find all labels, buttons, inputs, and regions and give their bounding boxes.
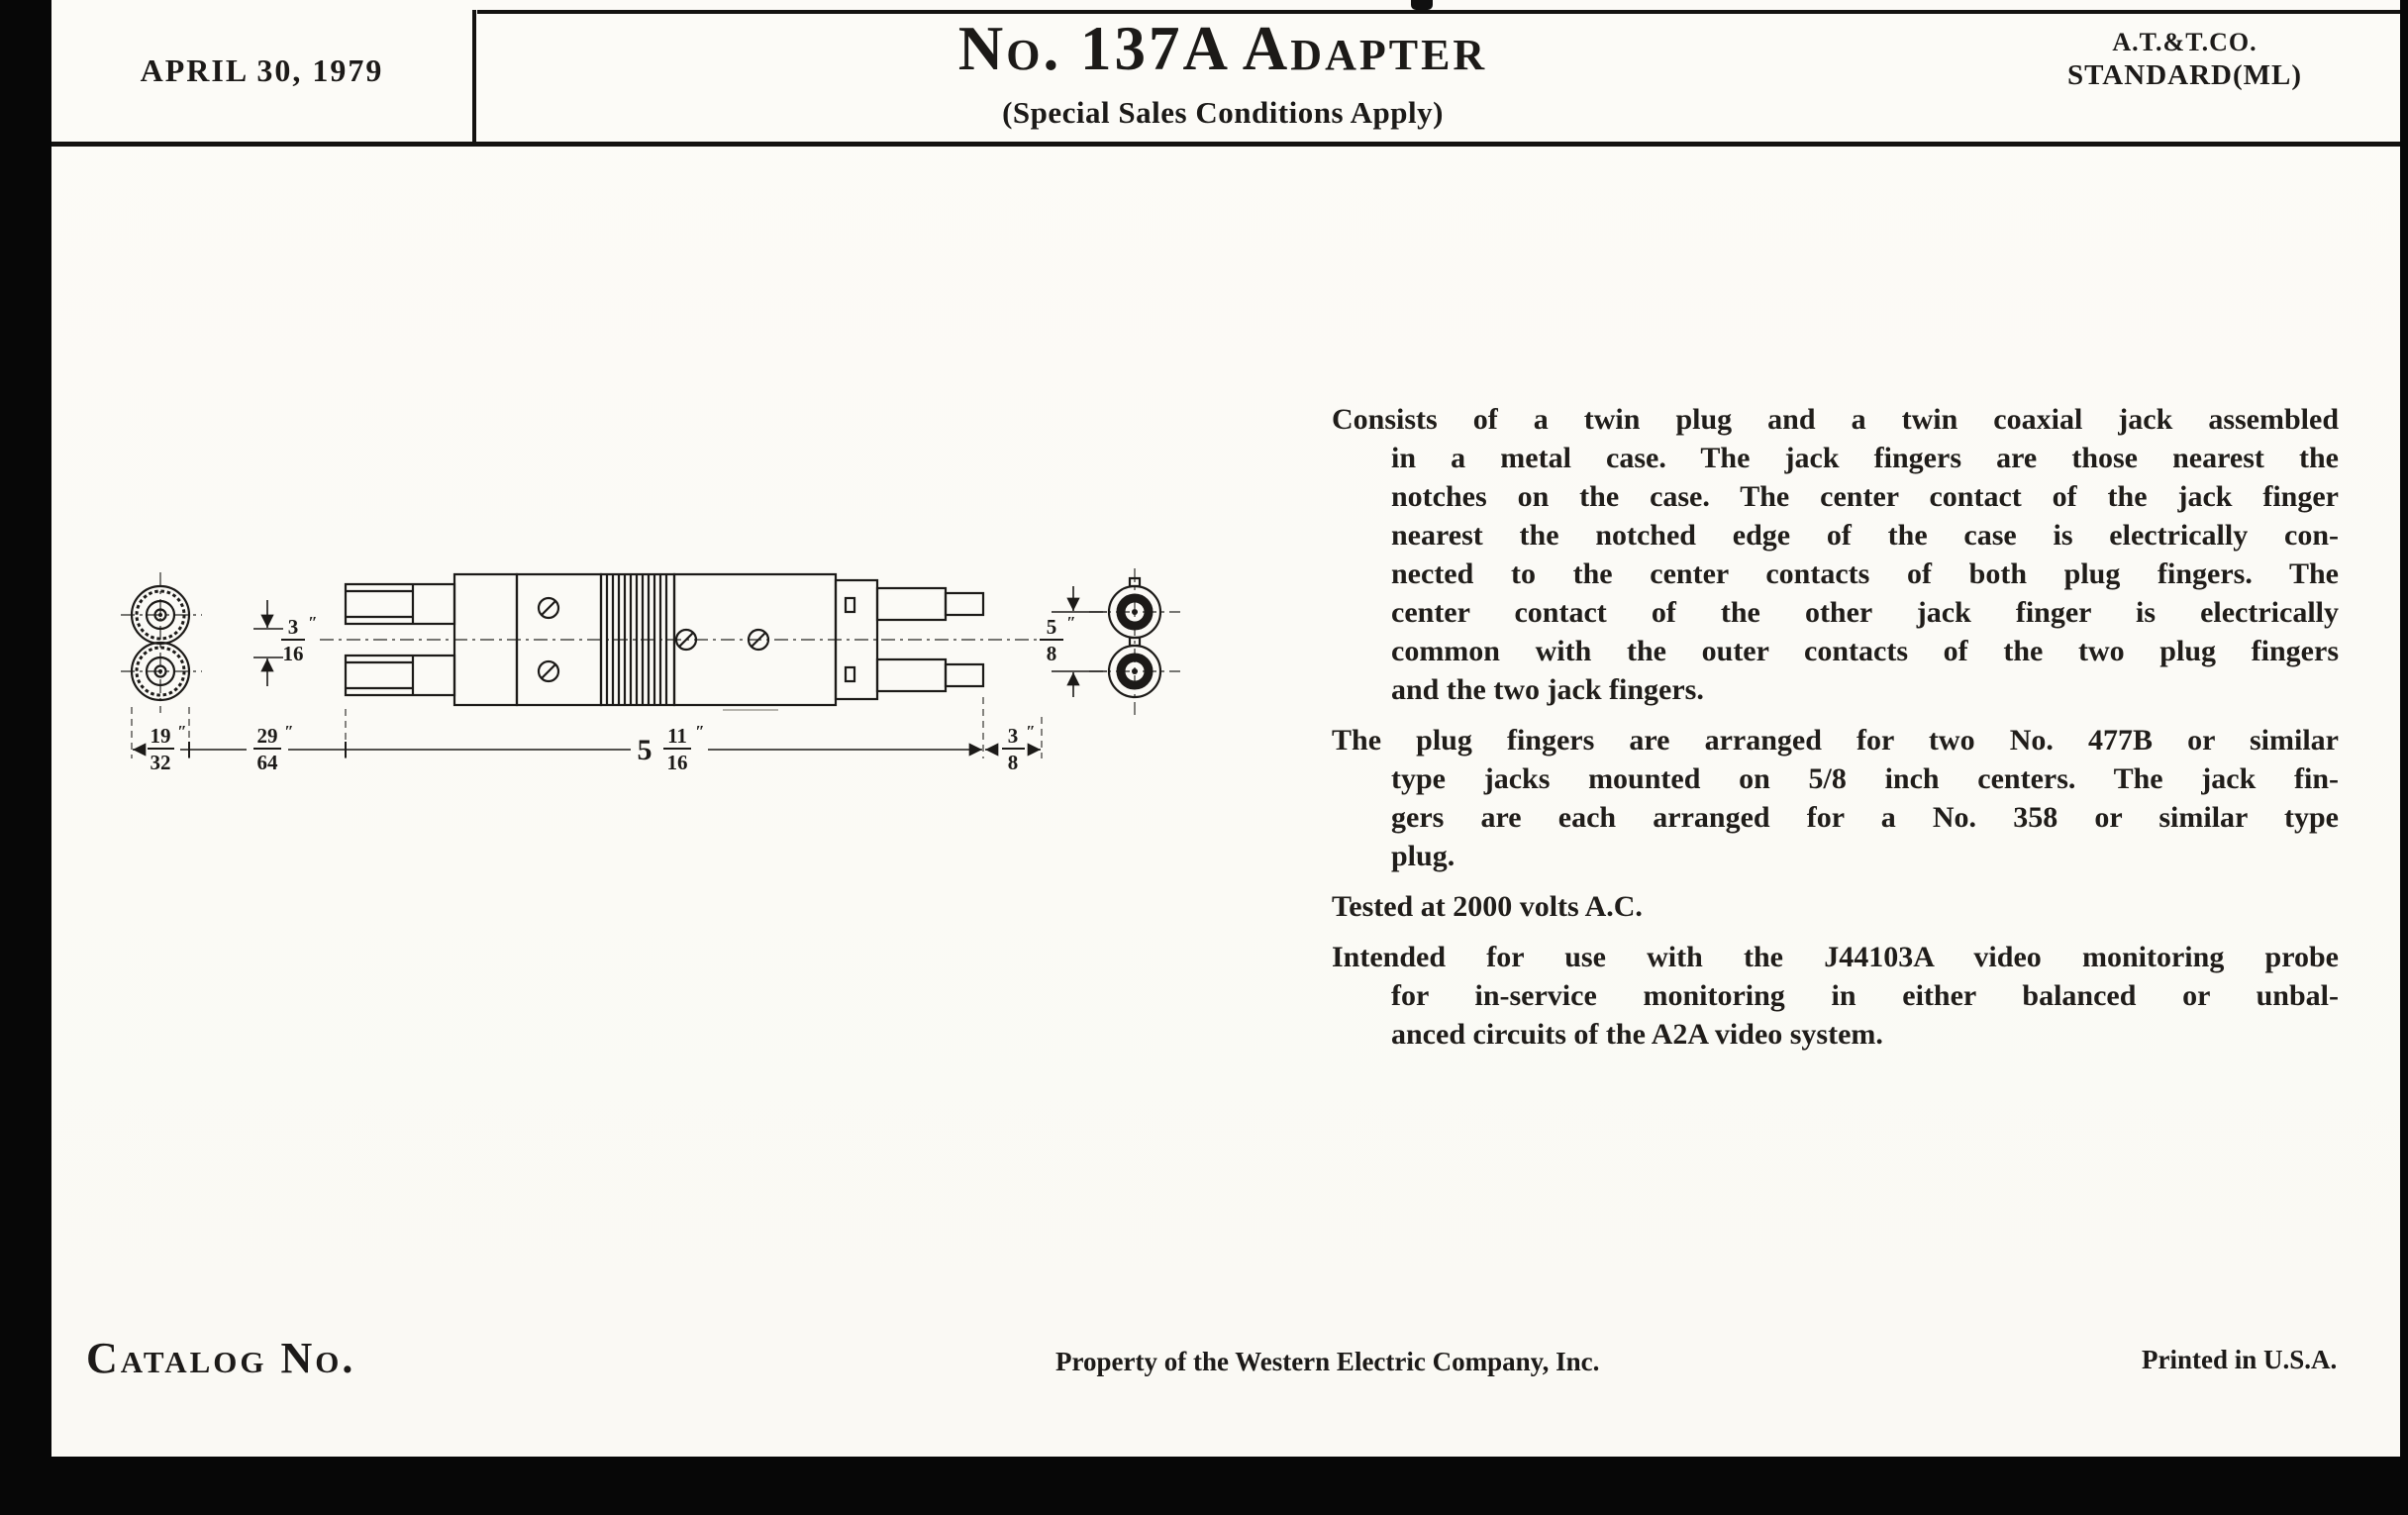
dim-length-whole: 5 bbox=[637, 734, 652, 766]
dim-gap-num: 3 bbox=[287, 615, 299, 639]
dim-left-b-num: 29 bbox=[256, 724, 278, 748]
header-rule-bottom bbox=[51, 142, 2400, 147]
org-block bbox=[1969, 0, 2400, 92]
catalog-page bbox=[51, 0, 2400, 1457]
description-line: for in-service monitoring in either balanced or unbal- bbox=[1391, 979, 2339, 1012]
property-note: Property of the Western Electric Company, Inc. bbox=[1055, 1347, 1600, 1376]
dim-length-num: 11 bbox=[667, 724, 687, 748]
dim-centers-num: 5 bbox=[1046, 615, 1057, 639]
description-line: The plug fingers are arranged for two No. 477B or similar bbox=[1332, 724, 2339, 757]
description-line: in a metal case. The jack fingers are those nearest the bbox=[1391, 442, 2339, 474]
page-subtitle: (Special Sales Conditions Apply) bbox=[1002, 95, 1444, 130]
org-name: A.T.&T.CO. bbox=[2112, 28, 2258, 56]
inch-mark: ″ bbox=[177, 722, 187, 741]
dim-right-num: 3 bbox=[1007, 724, 1019, 748]
catalog-no-label: Catalog No. bbox=[86, 1334, 356, 1382]
dim-left-b-den: 64 bbox=[256, 751, 278, 774]
inch-mark: ″ bbox=[1066, 613, 1076, 632]
issue-date: APRIL 30, 1979 bbox=[140, 52, 384, 88]
description-line: Tested at 2000 volts A.C. bbox=[1332, 890, 1643, 923]
description-line: nearest the notched edge of the case is electrically con- bbox=[1391, 519, 2339, 552]
description-paragraph-1 bbox=[1332, 400, 2339, 709]
inch-mark: ″ bbox=[695, 722, 705, 741]
description-paragraph-4 bbox=[1332, 938, 2339, 1054]
dimension-centers bbox=[1040, 586, 1107, 697]
description-line: common with the outer contacts of the two plug fingers bbox=[1391, 635, 2339, 667]
description-line: gers are each arranged for a No. 358 or similar type bbox=[1391, 801, 2339, 834]
adapter-technical-drawing bbox=[117, 545, 1285, 832]
description-line: nected to the center contacts of both plug fingers. The bbox=[1391, 557, 2339, 590]
org-standard: STANDARD(ML) bbox=[2066, 59, 2302, 91]
dim-length-den: 16 bbox=[666, 751, 688, 774]
inch-mark: ″ bbox=[308, 613, 318, 632]
description-line: type jacks mounted on 5/8 inch centers. The jack fin- bbox=[1391, 762, 2339, 795]
description-line: and the two jack fingers. bbox=[1391, 673, 1704, 706]
scan-artifact-speck bbox=[1411, 0, 1433, 10]
dim-gap-den: 16 bbox=[282, 642, 304, 665]
dim-centers-den: 8 bbox=[1046, 642, 1057, 665]
description-line: center contact of the other jack finger is electrically bbox=[1391, 596, 2339, 629]
dimension-row bbox=[132, 697, 1042, 774]
centerlines bbox=[121, 568, 1180, 715]
description-paragraph-2 bbox=[1332, 721, 2339, 875]
dim-left-a-num: 19 bbox=[150, 724, 171, 748]
dimension-gap bbox=[253, 600, 318, 686]
description-line: Intended for use with the J44103A video monitoring probe bbox=[1332, 941, 2339, 973]
inch-mark: ″ bbox=[1026, 722, 1036, 741]
description-line: anced circuits of the A2A video system. bbox=[1391, 1018, 1883, 1051]
header-title-block bbox=[476, 0, 1969, 142]
description-line: notches on the case. The center contact of the jack finger bbox=[1391, 480, 2339, 513]
side-view bbox=[346, 574, 983, 710]
dim-right-den: 8 bbox=[1007, 751, 1019, 774]
inch-mark: ″ bbox=[284, 722, 294, 741]
page-title: No. 137A Adapter bbox=[957, 14, 1488, 83]
description-paragraph-3 bbox=[1332, 887, 2339, 926]
dim-left-a-den: 32 bbox=[150, 751, 171, 774]
description-line: plug. bbox=[1391, 840, 1455, 872]
description-block bbox=[1332, 400, 2339, 1054]
description-line: Consists of a twin plug and a twin coaxial jack assembled bbox=[1332, 403, 2339, 436]
printed-note: Printed in U.S.A. bbox=[2142, 1345, 2338, 1374]
